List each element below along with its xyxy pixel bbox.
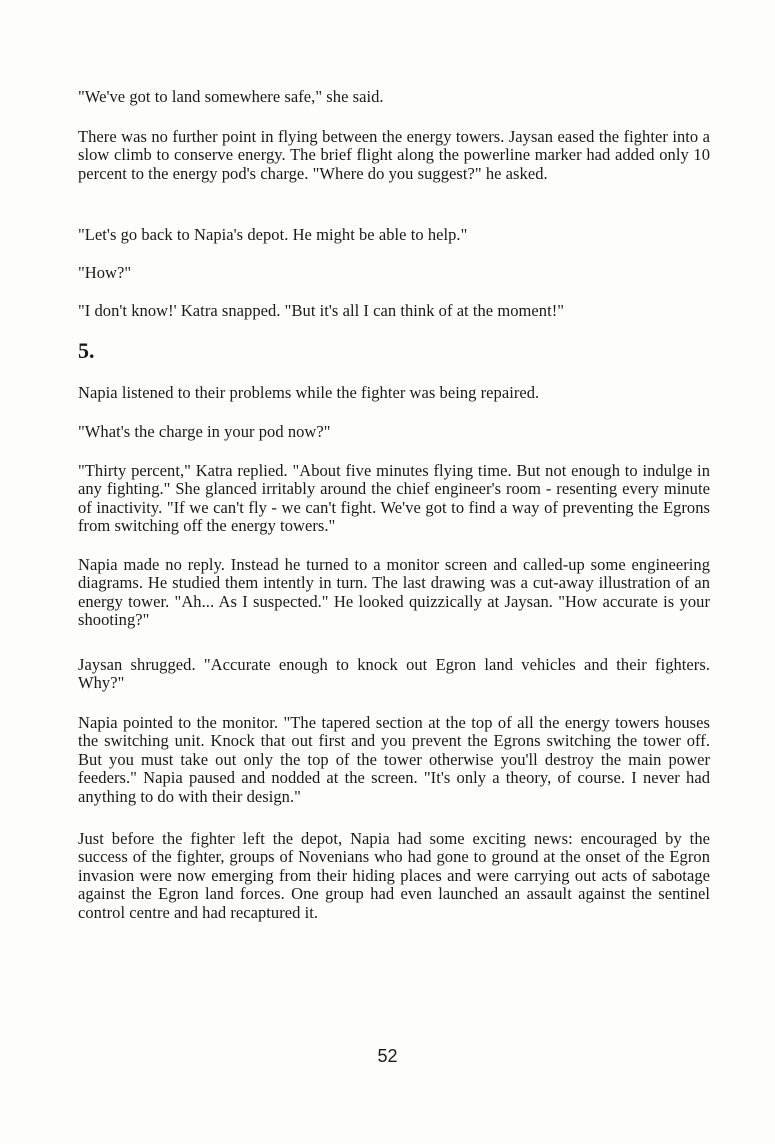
paragraph-jaysan-shrugged: Jaysan shrugged. "Accurate enough to knock out Egron land vehicles and their fighters. Why?"	[78, 655, 710, 693]
paragraph-climb: There was no further point in flying between the energy towers. Jaysan eased the fighter into a slow climb to conserve energy. The brief flight along the powerline marker had added only 10 percent to the energy pod's charge. "Where do you suggest?" he asked.	[78, 127, 710, 183]
paragraph-land-safe: "We've got to land somewhere safe," she said.	[78, 87, 384, 106]
paragraph-monitor-diagrams: Napia made no reply. Instead he turned to a monitor screen and called-up some engineering diagrams. He studied them intently in turn. The last drawing was a cut-away illustration of an energy tower. "Ah... As I suspected." He looked quizzically at Jaysan. "How accurate is your shooting?"	[78, 555, 710, 630]
paragraph-charge-question: "What's the charge in your pod now?"	[78, 422, 331, 441]
paragraph-thirty-percent: "Thirty percent," Katra replied. "About five minutes flying time. But not enough to indulge in any fighting." She glanced irritably around the chief engineer's room - resenting every minute of inactivity. "If we can't fly - we can't fight. We've got to find a way of preventing the Egrons from switching off the energy towers."	[78, 461, 710, 536]
paragraph-how: "How?"	[78, 263, 132, 282]
paragraph-napia-depot: "Let's go back to Napia's depot. He might be able to help."	[78, 225, 468, 244]
paragraph-exciting-news: Just before the fighter left the depot, Napia had some exciting news: encouraged by the success of the fighter, groups of Novenians who had gone to ground at the onset of the Egron invasion were now emerging from their hiding places and were carrying out acts of sabotage against the Egron land forces. One group had even launched an assault against the sentinel control centre and had recaptured it.	[78, 829, 710, 922]
paragraph-katra-snapped: "I don't know!' Katra snapped. "But it's all I can think of at the moment!"	[78, 301, 565, 320]
page-number: 52	[377, 1046, 398, 1066]
paragraph-tapered-section: Napia pointed to the monitor. "The tapered section at the top of all the energy towers houses the switching unit. Knock that out first and you prevent the Egrons switching the tower off. But you must take out only the top of the tower otherwise you'll destroy the main power feeders." Napia paused and nodded at the screen. "It's only a theory, of course. I never had anything to do with their design."	[78, 713, 710, 806]
section-heading: 5.	[78, 338, 95, 363]
paragraph-napia-listened: Napia listened to their problems while the fighter was being repaired.	[78, 383, 540, 402]
